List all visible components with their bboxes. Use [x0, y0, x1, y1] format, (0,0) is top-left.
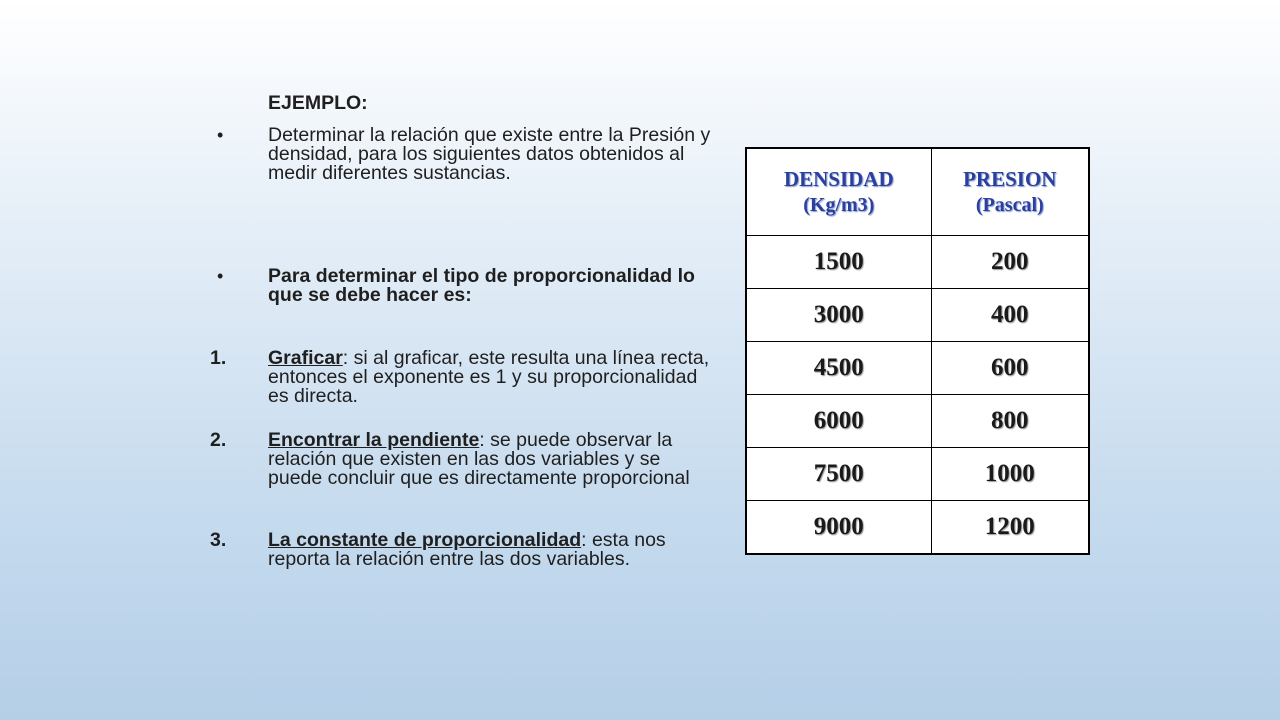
bullet-item-2: [210, 267, 720, 305]
table-cell: 6000: [746, 395, 931, 448]
step-item-1: [210, 349, 720, 406]
table-row: [746, 395, 1089, 448]
header-pressure: [931, 148, 1089, 236]
step-term: La constante de proporcionalidad: [268, 529, 582, 551]
bullet-item-1: [210, 126, 720, 183]
step-number: 1.: [210, 347, 227, 369]
table-cell: 800: [931, 395, 1089, 448]
table-cell: 1000: [931, 448, 1089, 501]
table-cell: 9000: [746, 501, 931, 555]
step-term: Graficar: [268, 347, 343, 369]
bullet-marker: •: [217, 266, 224, 286]
header-name: DENSIDAD: [783, 167, 894, 191]
table-cell: 200: [931, 236, 1089, 289]
step-item-2: [210, 431, 720, 488]
header-unit: (Kg/m3): [803, 194, 875, 216]
table-row: [746, 448, 1089, 501]
table-row: [746, 342, 1089, 395]
table-cell: 7500: [746, 448, 931, 501]
step-number: 3.: [210, 529, 227, 551]
step-text: : se puede observar la relación que existen en las dos variables y se puede concluir que es directamente proporcional: [268, 429, 690, 489]
table-row: [746, 236, 1089, 289]
bullet-text-2: Para determinar el tipo de proporcionalidad lo que se debe hacer es:: [268, 265, 695, 306]
header-name: PRESION: [963, 167, 1057, 191]
step-text: : si al graficar, este resulta una línea recta, entonces el exponente es 1 y su proporcionalidad es directa.: [268, 347, 710, 407]
slide-heading: EJEMPLO:: [268, 92, 368, 114]
header-unit: (Pascal): [975, 194, 1044, 216]
table-row: [746, 501, 1089, 555]
bullet-marker: •: [217, 125, 224, 145]
table-row: [746, 289, 1089, 342]
header-density: [746, 148, 931, 236]
data-table: [745, 147, 1090, 555]
step-body-1: [268, 349, 720, 406]
table-cell: 4500: [746, 342, 931, 395]
table-cell: 1200: [931, 501, 1089, 555]
table-header-row: [746, 148, 1089, 236]
step-body-3: [268, 531, 720, 569]
step-term: Encontrar la pendiente: [268, 429, 480, 451]
table-cell: 400: [931, 289, 1089, 342]
step-number: 2.: [210, 429, 227, 451]
step-item-3: [210, 531, 720, 569]
step-text: : esta nos reporta la relación entre las dos variables.: [268, 529, 666, 570]
table-cell: 1500: [746, 236, 931, 289]
table-cell: 3000: [746, 289, 931, 342]
step-body-2: [268, 431, 720, 488]
bullet-text-1: Determinar la relación que existe entre la Presión y densidad, para los siguientes datos obtenidos al medir diferentes sustancias.: [268, 124, 711, 184]
table-cell: 600: [931, 342, 1089, 395]
